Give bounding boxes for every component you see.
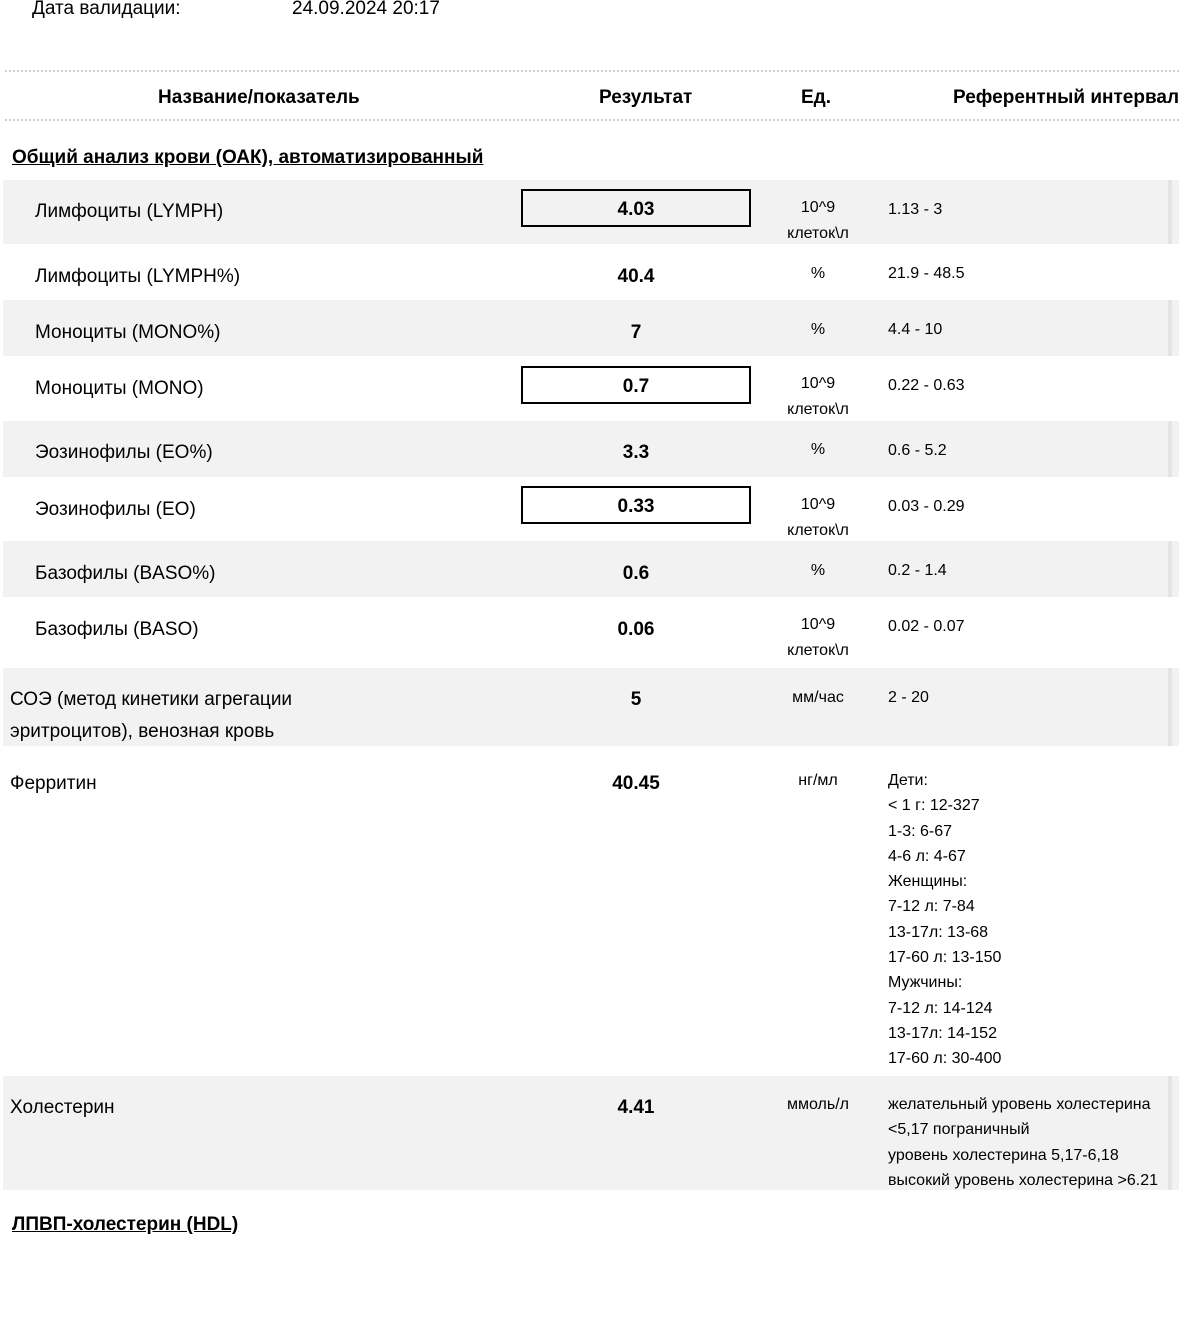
test-reference: 0.03 - 0.29 (888, 498, 965, 515)
test-unit: % (810, 321, 826, 338)
test-name: Моноциты (MONO%) (35, 322, 221, 343)
table-row (3, 180, 1179, 244)
test-name: Базофилы (BASO) (35, 619, 199, 640)
test-reference: 4.4 - 10 (888, 321, 943, 338)
test-reference: 0.22 - 0.63 (888, 377, 965, 394)
header-top-divider (5, 70, 1179, 72)
test-reference: желательный уровень холестерина <5,17 пограничный уровень холестерина 5,17-6,18 высокий уровень холестерина >6.21 (888, 1096, 1158, 1189)
column-header-name: Название/показатель (158, 87, 360, 108)
column-header-result: Результат (599, 87, 693, 108)
table-row (3, 541, 1179, 597)
test-result: 3.3 (622, 442, 650, 463)
test-reference: Дети: < 1 г: 12-327 1-3: 6-67 4-6 л: 4-67 Женщины: 7-12 л: 7-84 13-17л: 13-68 17-60 л: 13-150 Мужчины: 7-12 л: 14-124 13-17л: 14-152 17-60 л: 30-400 (888, 772, 1002, 1068)
section-title-cbc: Общий анализ крови (ОАК), автоматизированный (12, 147, 484, 168)
test-result: 4.41 (617, 1097, 655, 1118)
test-result-flagged: 0.33 (521, 486, 751, 524)
test-reference: 0.2 - 1.4 (888, 562, 947, 579)
table-row (3, 597, 1179, 668)
table-row (3, 477, 1179, 541)
test-name: Эозинофилы (EO%) (35, 442, 213, 463)
test-result: 0.06 (617, 619, 655, 640)
test-name: Холестерин (10, 1097, 115, 1118)
test-unit: % (810, 562, 826, 579)
test-unit: 10^9 клеток\л (787, 496, 849, 539)
test-result: 7 (630, 322, 642, 343)
test-reference: 2 - 20 (888, 689, 929, 706)
test-unit: 10^9 клеток\л (787, 199, 849, 242)
column-header-unit: Ед. (801, 87, 832, 108)
test-unit: % (810, 265, 826, 282)
test-name: Лимфоциты (LYMPH%) (35, 266, 241, 287)
test-reference: 21.9 - 48.5 (888, 265, 965, 282)
table-row (3, 244, 1179, 300)
test-name: Моноциты (MONO) (35, 378, 204, 399)
test-unit: ммоль/л (787, 1096, 849, 1113)
column-header-reference: Референтный интервал (953, 87, 1179, 108)
table-row (3, 1076, 1179, 1190)
test-result: 40.4 (617, 266, 655, 287)
test-reference: 1.13 - 3 (888, 201, 943, 218)
table-row (3, 300, 1179, 356)
test-unit: мм/час (792, 689, 844, 706)
table-row (3, 421, 1179, 477)
test-result: 40.45 (612, 773, 660, 794)
test-result-flagged: 0.7 (521, 366, 751, 404)
table-row (3, 356, 1179, 421)
test-name: Ферритин (10, 773, 97, 794)
table-row (3, 668, 1179, 746)
test-unit: нг/мл (798, 772, 838, 789)
test-unit: % (810, 441, 826, 458)
test-name-line2: эритроцитов), венозная кровь (10, 721, 275, 742)
validation-date-label: Дата валидации: (32, 0, 181, 19)
test-name: Лимфоциты (LYMPH) (35, 201, 224, 222)
table-row (3, 746, 1179, 1076)
test-name-line1: СОЭ (метод кинетики агрегации (10, 689, 293, 710)
test-unit: 10^9 клеток\л (787, 616, 849, 659)
section-title-hdl: ЛПВП-холестерин (HDL) (12, 1214, 239, 1235)
test-name: Эозинофилы (EO) (35, 499, 196, 520)
test-result: 0.6 (622, 563, 650, 584)
test-result-flagged: 4.03 (521, 189, 751, 227)
header-bottom-divider (5, 119, 1179, 121)
test-name: Базофилы (BASO%) (35, 563, 216, 584)
validation-date-value: 24.09.2024 20:17 (292, 0, 440, 19)
test-reference: 0.02 - 0.07 (888, 618, 965, 635)
test-unit: 10^9 клеток\л (787, 375, 849, 418)
test-reference: 0.6 - 5.2 (888, 442, 947, 459)
test-result: 5 (630, 689, 642, 710)
